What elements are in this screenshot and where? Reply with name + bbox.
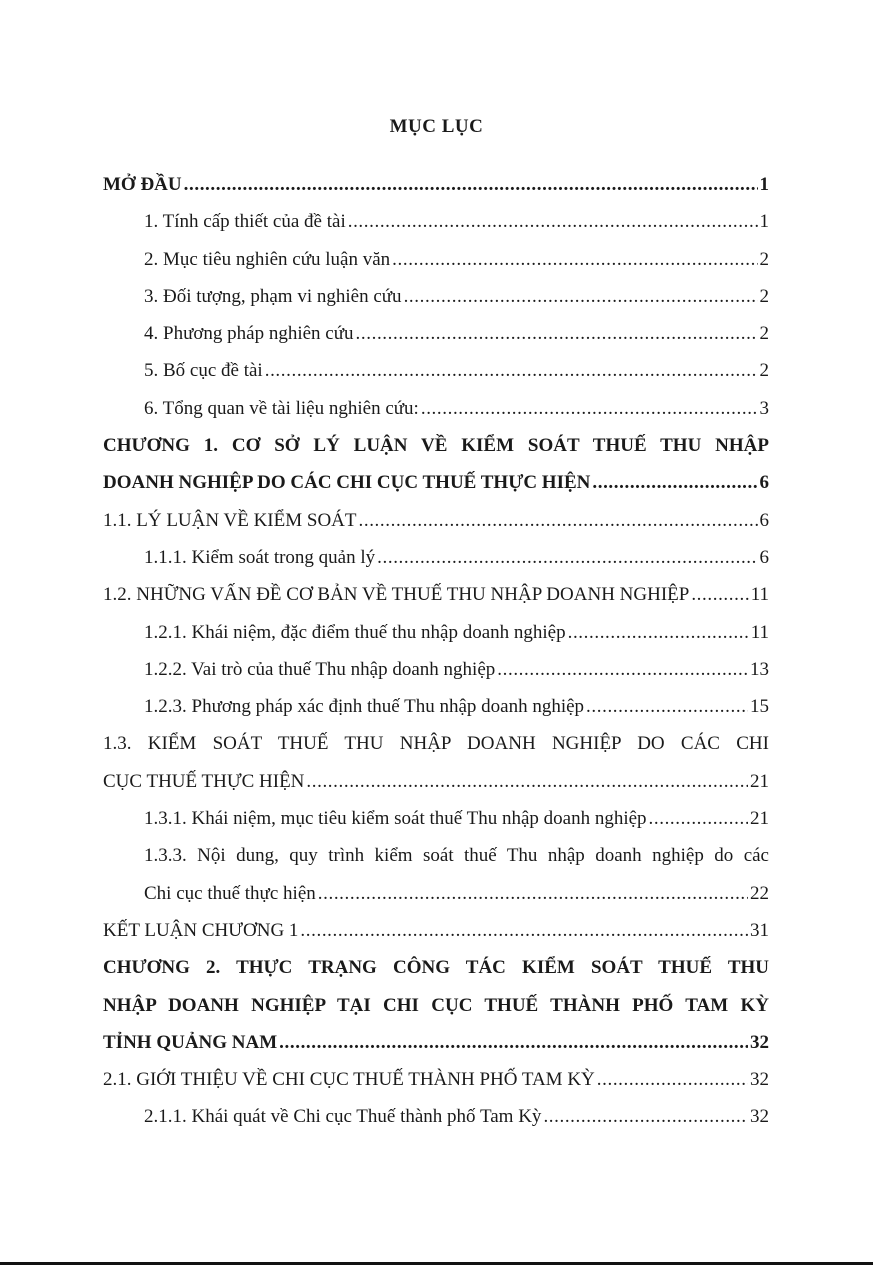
toc-entry-1-3[interactable]: [103, 725, 769, 762]
toc-entry-text-line: CHƯƠNG 1. CƠ SỞ LÝ LUẬN VỀ KIỂM SOÁT THUẾ THU NHẬP: [103, 435, 769, 457]
toc-entry-1[interactable]: [103, 203, 769, 240]
toc-entry-2-1[interactable]: [103, 1061, 769, 1098]
toc-entry-1-3-1[interactable]: [103, 800, 769, 837]
toc-entry-page: 32: [750, 1031, 769, 1053]
toc-entry-1-2-1[interactable]: [103, 614, 769, 651]
toc-entry-1-3-3-cont[interactable]: [103, 875, 769, 912]
toc-entry-mo-dau[interactable]: [103, 166, 769, 203]
toc-entry-page: 13: [750, 658, 769, 680]
toc-entry-1-1[interactable]: [103, 502, 769, 539]
toc-entry-text-line: TỈNH QUẢNG NAM: [103, 1031, 278, 1053]
toc-entry-page: 1: [759, 211, 769, 233]
toc-entry-text-line: CHƯƠNG 2. THỰC TRẠNG CÔNG TÁC KIỂM SOÁT THUẾ THU: [103, 957, 769, 979]
toc-entry-text: 1.2. NHỮNG VẤN ĐỀ CƠ BẢN VỀ THUẾ THU NHẬP DOANH NGHIỆP: [103, 584, 690, 606]
toc-entry-text: 1. Tính cấp thiết của đề tài: [144, 211, 346, 233]
toc-entry-text: 2.1. GIỚI THIỆU VỀ CHI CỤC THUẾ THÀNH PHỐ TAM KỲ: [103, 1069, 595, 1091]
toc-entry-text: 1.2.1. Khái niệm, đặc điểm thuế thu nhập doanh nghiệp: [144, 621, 566, 643]
toc-entry-page: 11: [750, 621, 769, 643]
toc-entry-1-3-3[interactable]: [103, 837, 769, 874]
toc-entry-text: 2. Mục tiêu nghiên cứu luận văn: [144, 248, 391, 270]
toc-entry-1-3-cont[interactable]: [103, 763, 769, 800]
toc-entry-text: 3. Đối tượng, phạm vi nghiên cứu: [144, 285, 402, 307]
toc-entry-chuong-1[interactable]: [103, 427, 769, 464]
toc-entry-page: 32: [750, 1069, 769, 1091]
toc-entry-text: MỞ ĐẦU: [103, 174, 182, 195]
toc-entry-text-line: 1.3.3. Nội dung, quy trình kiểm soát thuế Thu nhập doanh nghiệp do các: [144, 845, 769, 867]
toc-entry-page: 11: [750, 584, 769, 606]
toc-entry-page: 31: [750, 919, 769, 941]
toc-entry-4[interactable]: [103, 315, 769, 352]
toc-entry-text: KẾT LUẬN CHƯƠNG 1: [103, 919, 299, 941]
toc-entry-text-line: NHẬP DOANH NGHIỆP TẠI CHI CỤC THUẾ THÀNH PHỐ TAM KỲ: [103, 994, 769, 1016]
toc-entry-page: 2: [759, 248, 769, 270]
toc-entry-text-line: DOANH NGHIỆP DO CÁC CHI CỤC THUẾ THỰC HIỆN: [103, 472, 591, 494]
toc-entry-text-line: Chi cục thuế thực hiện: [144, 882, 316, 904]
toc-entry-text: 1.3.1. Khái niệm, mục tiêu kiểm soát thuế Thu nhập doanh nghiệp: [144, 808, 647, 830]
toc-entry-text: 1.1. LÝ LUẬN VỀ KIỂM SOÁT: [103, 509, 357, 531]
toc-entry-1-2-2[interactable]: [103, 651, 769, 688]
toc-entry-text: 1.2.3. Phương pháp xác định thuế Thu nhập doanh nghiệp: [144, 696, 585, 718]
toc-entry-page: 6: [759, 509, 769, 531]
toc-entry-page: 2: [759, 323, 769, 345]
toc-entry-page: 22: [750, 882, 769, 904]
toc-entry-text: 1.2.2. Vai trò của thuế Thu nhập doanh nghiệp: [144, 658, 496, 680]
toc-entry-chuong-2-cont2[interactable]: [103, 1024, 769, 1061]
toc-entry-2[interactable]: [103, 241, 769, 278]
toc-entry-text: 1.1.1. Kiểm soát trong quản lý: [144, 546, 376, 568]
toc-entry-chuong-2[interactable]: [103, 949, 769, 986]
toc-entry-text: 4. Phương pháp nghiên cứu: [144, 323, 354, 345]
toc-entry-page: 21: [750, 770, 769, 792]
toc-entry-6[interactable]: [103, 390, 769, 427]
toc-entry-1-2[interactable]: [103, 576, 769, 613]
toc-entry-page: 32: [750, 1106, 769, 1128]
toc-entry-2-1-1[interactable]: [103, 1098, 769, 1135]
toc-entry-text: 5. Bố cục đề tài: [144, 360, 263, 382]
table-of-contents: [103, 166, 769, 1136]
toc-entry-text-line: 1.3. KIỂM SOÁT THUẾ THU NHẬP DOANH NGHIỆP DO CÁC CHI: [103, 733, 769, 755]
toc-entry-chuong-2-cont[interactable]: [103, 987, 769, 1024]
toc-entry-5[interactable]: [103, 352, 769, 389]
toc-entry-page: 2: [759, 285, 769, 307]
toc-entry-text: 6. Tổng quan về tài liệu nghiên cứu:: [144, 397, 419, 419]
toc-entry-page: 2: [759, 360, 769, 382]
toc-entry-page: 6: [759, 546, 769, 568]
toc-title: MỤC LỤC: [389, 116, 484, 137]
toc-entry-1-2-3[interactable]: [103, 688, 769, 725]
toc-entry-page: 6: [759, 472, 769, 494]
toc-entry-page: 15: [750, 696, 769, 718]
toc-entry-1-1-1[interactable]: [103, 539, 769, 576]
toc-entry-text-line: CỤC THUẾ THỰC HIỆN: [103, 770, 305, 792]
toc-entry-text: 2.1.1. Khái quát về Chi cục Thuế thành phố Tam Kỳ: [144, 1106, 542, 1128]
toc-entry-chuong-1-cont[interactable]: [103, 464, 769, 501]
toc-entry-page: 3: [759, 397, 769, 419]
toc-entry-3[interactable]: [103, 278, 769, 315]
toc-entry-ket-luan-chuong-1[interactable]: [103, 912, 769, 949]
toc-entry-page: 1: [759, 174, 769, 195]
toc-entry-page: 21: [750, 808, 769, 830]
